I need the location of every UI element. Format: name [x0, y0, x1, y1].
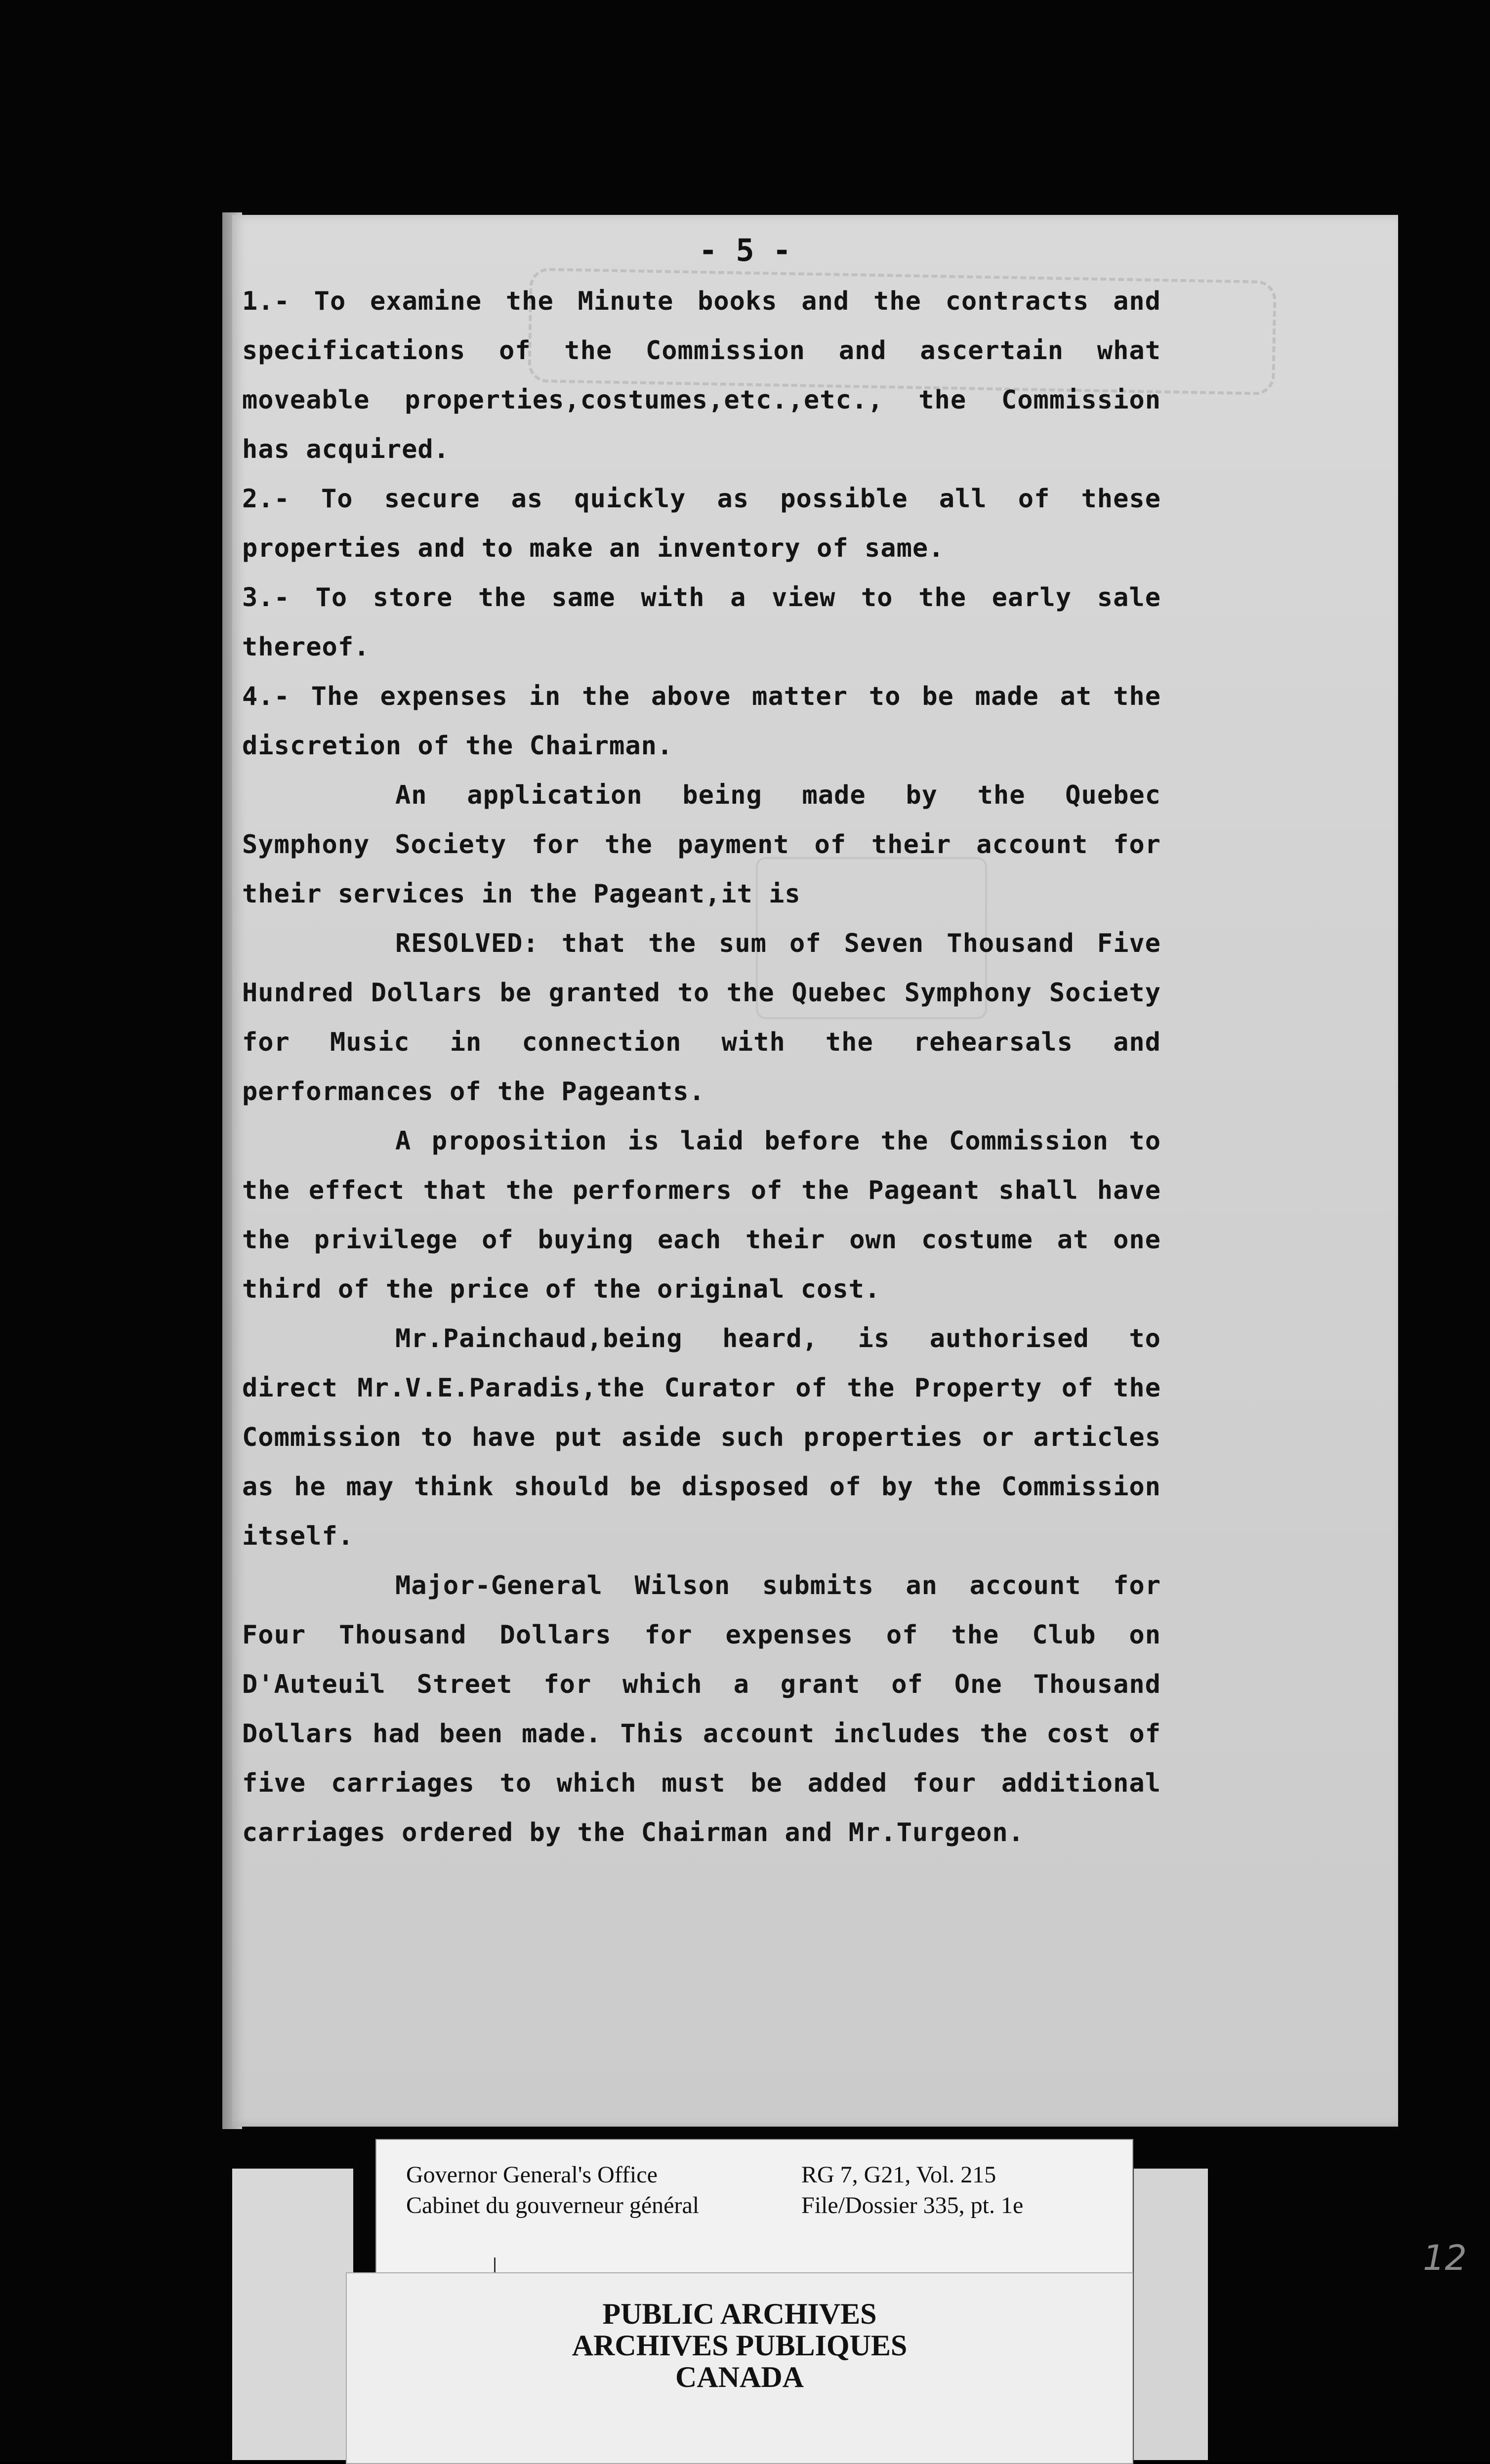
document-body — [242, 277, 1161, 1857]
paragraph: 1.- To examine the Minute books and the contracts and specifications of the Commission and ascertain what moveable properties,costumes,etc.,etc., the Commission has acquired. — [242, 287, 1161, 464]
office-en: Governor General's Office — [406, 2162, 658, 2188]
record-group: RG 7, G21, Vol. 215 — [801, 2162, 996, 2188]
paragraph: A proposition is laid before the Commission to the effect that the performers of the Pageant shall have the privilege of buying each their own costume at one third of the price of the original cost. — [242, 1126, 1161, 1304]
public-archives-stamp — [346, 2272, 1133, 2464]
archive-reference-label — [375, 2139, 1133, 2274]
paragraph: 2.- To secure as quickly as possible all of these properties and to make an inventory of same. — [242, 484, 1161, 563]
office-names — [406, 2160, 699, 2221]
label-backing-right — [1134, 2169, 1208, 2460]
paragraph: 4.- The expenses in the above matter to be made at the discretion of the Chairman. — [242, 682, 1161, 761]
archives-line-1: PUBLIC ARCHIVES — [602, 2298, 877, 2330]
reference-numbers — [801, 2160, 1023, 2221]
paragraph: Mr.Painchaud,being heard, is authorised to direct Mr.V.E.Paradis,the Curator of the Property of the Commission to have put aside such properties or articles as he may think should be disposed of by the Commission itself. — [242, 1324, 1161, 1551]
office-fr: Cabinet du gouverneur général — [406, 2192, 700, 2218]
pencil-mark — [494, 2258, 496, 2272]
page-number: - 5 - — [699, 232, 791, 268]
paragraph: 3.- To store the same with a view to the early sale thereof. — [242, 583, 1161, 662]
paragraph: RESOLVED: that the sum of Seven Thousand Five Hundred Dollars be granted to the Quebec Symphony Society for Music in connection with the rehearsals and performances of the Pageants. — [242, 929, 1161, 1107]
paragraph: Major-General Wilson submits an account for Four Thousand Dollars for expenses of the Club on D'Auteuil Street for which a grant of One Thousand Dollars had been made. This account includes the cost of five carriages to which must be added four additional carriages ordered by the Chairman and Mr.Turgeon. — [242, 1571, 1161, 1848]
archives-line-2: ARCHIVES PUBLIQUES — [572, 2329, 908, 2362]
archives-line-3: CANADA — [675, 2361, 804, 2393]
label-backing-left — [232, 2169, 353, 2460]
frame-number: 12 — [1423, 2238, 1467, 2278]
paragraph: An application being made by the Quebec Symphony Society for the payment of their account for their services in the Pageant,it is — [242, 780, 1161, 909]
file-dossier: File/Dossier 335, pt. 1e — [801, 2192, 1024, 2218]
